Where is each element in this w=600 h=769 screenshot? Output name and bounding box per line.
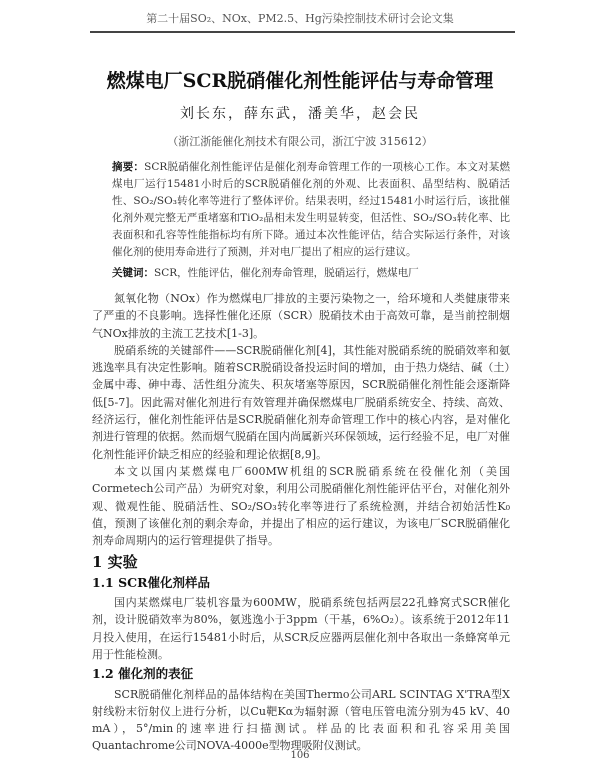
keywords-text: SCR，性能评估，催化剂寿命管理，脱硝运行，燃煤电厂 [154, 267, 419, 279]
header-rule [90, 31, 515, 33]
abstract [112, 159, 510, 261]
intro-paragraph-3: 本文以国内某燃煤电厂600MW机组的SCR脱硝系统在役催化剂（美国Cormetech公司产品）为研究对象，利用公司脱硝催化剂性能评估平台，对催化剂外观、微观性能、脱硝活性、SO₂/SO₃转化率等进行了系统检测，并结合初始活性K₀值，预测了该催化剂的剩余寿命，并提出了相应的运行建议，为该电厂SCR脱硝催化剂寿命周期内的运行管理提供了指导。 [92, 464, 510, 548]
affiliation: （浙江浙能催化剂技术有限公司，浙江宁波 315612） [167, 135, 433, 148]
page-number: 106 [290, 750, 310, 761]
subsection-heading-characterization: 1.2 催化剂的表征 [92, 666, 194, 682]
paper-title: 燃煤电厂SCR脱硝催化剂性能评估与寿命管理 [106, 70, 494, 92]
intro-paragraph-1: 氮氧化物（NOx）作为燃煤电厂排放的主要污染物之一，给环境和人类健康带来了严重的不良影响。选择性催化还原（SCR）脱硝技术由于高效可靠，是当前控制烟气NOx排放的主流工艺技术[1-3]。 [92, 292, 510, 340]
characterization-paragraph: SCR脱硝催化剂样品的晶体结构在美国Thermo公司ARL SCINTAG X'TRA型X射线粉末衍射仪上进行分析，以Cu靶Kα为辐射源（管电压管电流分别为45 kV、40 mA），5°/min的速率进行扫描测试。样品的比表面积和孔容采用美国Quantachrome公司NOVA-4000e型物理吸附仪测试。 [92, 687, 510, 753]
keywords-label: 关键词： [112, 267, 154, 279]
subsection-heading-samples: 1.1 SCR催化剂样品 [92, 574, 210, 590]
section-heading-experiment: 1 实验 [92, 553, 138, 572]
samples-paragraph: 国内某燃煤电厂装机容量为600MW，脱硝系统包括两层22孔蜂窝式SCR催化剂，设计脱硝效率为80%，氨逃逸小于3ppm（干基，6%O₂）。该系统于2012年11月投入使用，在运行15481小时后，从SCR反应器两层催化剂中各取出一条蜂窝单元用于性能检测。 [92, 596, 510, 661]
body-text [92, 290, 510, 755]
authors: 刘长东，薛东武，潘美华，赵会民 [180, 106, 420, 122]
running-head: 第二十届SO₂、NOx、PM2.5、Hg污染控制技术研讨会论文集 [146, 12, 454, 25]
abstract-label: 摘要： [112, 161, 145, 173]
intro-paragraph-2: 脱硝系统的关键部件——SCR脱硝催化剂[4]，其性能对脱硝系统的脱硝效率和氨逃逸率具有决定性影响。随着SCR脱硝设备投运时间的增加，由于热力烧结、碱（土）金属中毒、砷中毒、活性组分流失、积灰堵塞等原因，SCR脱硝催化剂性能会逐渐降低[5-7]。因此需对催化剂进行有效管理并确保燃煤电厂脱硝系统安全、持续、高效、经济运行，催化剂性能评估是SCR脱硝催化剂寿命管理工作中的核心内容，是对催化剂进行管理的依据。然而烟气脱硝在国内尚属新兴环保领域，运行经验不足，电厂对催化剂性能评价缺乏相应的经验和理论依据[8,9]。 [92, 343, 510, 461]
keywords [112, 265, 510, 280]
abstract-text: SCR脱硝催化剂性能评估是催化剂寿命管理工作的一项核心工作。本文对某燃煤电厂运行15481小时后的SCR脱硝催化剂的外观、比表面积、晶型结构、脱硝活性、SO₂/SO₃转化率等进行了整体评价。结果表明，经过15481小时运行后，该批催化剂外观完整无严重堵塞和TiO₂晶相未发生明显转变，但活性、SO₂/SO₃转化率、比表面积和孔容等性能指标均有所下降。通过本次性能评估，结合实际运行条件，对该催化剂的使用寿命进行了预测，并对电厂提出了相应的运行建议。 [112, 161, 511, 258]
